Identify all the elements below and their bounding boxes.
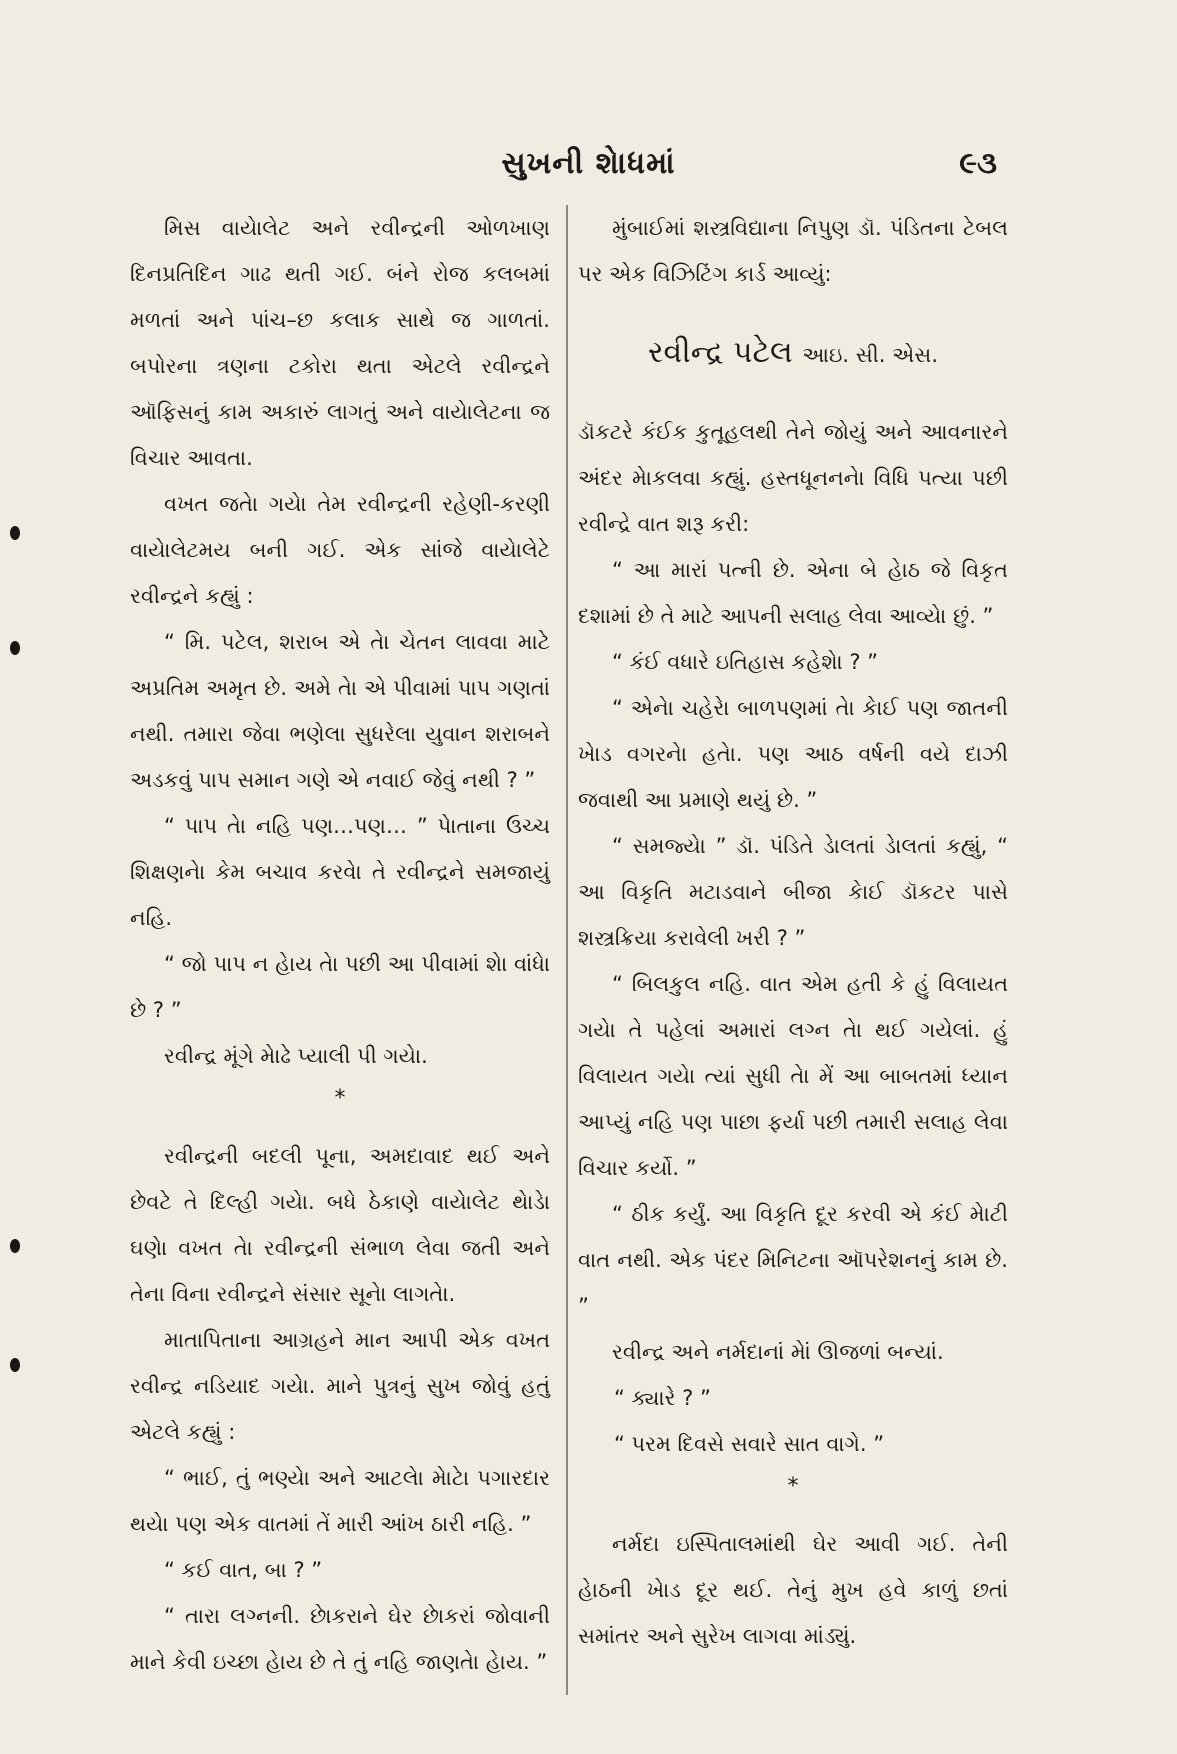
paragraph: નર્મદા ઇસ્પિતાલમાંથી ઘેર આવી ગઈ. તેની હેાઠની ખેાડ દૂર થઈ. તેનું મુખ હવે કાળું છતાં સમાંતર અને સુરેખ લાગવા માંડ્યું. bbox=[578, 1532, 1008, 1648]
left-column bbox=[130, 205, 550, 1685]
card-name: રવીન્દ્ર પટેલ bbox=[647, 335, 793, 370]
card-title: આઇ. સી. એસ. bbox=[802, 343, 938, 367]
page-number: ૯૩ bbox=[959, 146, 997, 181]
binding-hole bbox=[10, 1358, 20, 1372]
paragraph: મિસ વાયેાલેટ અને રવીન્દ્રની ઓળખાણ દિનપ્રતિદિન ગાઢ થતી ગઈ. બંને રોજ કલબમાં મળતાં અને પાંચ–છ કલાક સાથે જ ગાળતાં. બપોરના ત્રણના ટકોરા થતા એટલે રવીન્દ્રને ઑફિસનું કામ અકારું લાગતું અને વાયેાલેટના જ વિચાર આવતા. bbox=[130, 216, 550, 470]
paragraph: મુંબાઈમાં શસ્ત્રવિદ્યાના નિપુણ ડૉ. પંડિતના ટેબલ પર એક વિઝિટિંગ કાર્ડ આવ્યું: bbox=[578, 216, 1008, 286]
paragraph: “ ભાઈ, તું ભણ્યેા અને આટલેા મેાટેા પગારદાર થયેા પણ એક વાતમાં તેં મારી આંખ ઠારી નહિ. ” bbox=[130, 1466, 550, 1536]
binding-hole bbox=[10, 1239, 20, 1253]
paragraph: રવીન્દ્ર મૂંગે મેાઢે પ્યાલી પી ગયેા. bbox=[164, 1044, 428, 1068]
running-header-title: સુખની શેાધમાં bbox=[501, 146, 676, 181]
paragraph: “ પરમ દિવસે સવારે સાત વાગે. ” bbox=[614, 1432, 885, 1456]
paragraph: “ તારા લગ્નની. છેાકરાને ઘેર છેાકરાં જોવાની માને કેવી ઇચ્છા હેાય છે તે તું નહિ જાણતેા હેાય. ” bbox=[130, 1604, 550, 1674]
paragraph: “ સમજ્યેા ” ડૉ. પંડિતે ડેાલતાં ડેાલતાં કહ્યું, “ આ વિકૃતિ મટાડવાને બીજા કેાઈ ડૉકટર પાસે શસ્ત્રક્રિયા કરાવેલી ખરી ? ” bbox=[578, 834, 1008, 950]
section-separator: * bbox=[334, 1086, 346, 1111]
paragraph: વખત જતેા ગયેા તેમ રવીન્દ્રની રહેણી-કરણી વાયેાલેટમય બની ગઈ. એક સાંજે વાયેાલેટે રવીન્દ્રને કહ્યું : bbox=[130, 492, 550, 608]
paragraph: “ આ મારાં પત્ની છે. એના બે હેાઠ જે વિકૃત દશામાં છે તે માટે આપની સલાહ લેવા આવ્યેા છું. ” bbox=[578, 558, 1008, 628]
binding-hole bbox=[10, 641, 20, 655]
right-column bbox=[578, 205, 1008, 1659]
section-separator: * bbox=[787, 1474, 799, 1499]
paragraph: ડૉકટરે કંઈક કુતૂહલથી તેને જોયું અને આવનારને અંદર મેાકલવા કહ્યું. હસ્તધૂનનનેા વિધિ પત્યા પછી રવીન્દ્રે વાત શરૂ કરી: bbox=[578, 420, 1008, 536]
paragraph: “ કઈ વાત, બા ? ” bbox=[164, 1558, 323, 1582]
paragraph: “ ઠીક કર્યું. આ વિકૃતિ દૂર કરવી એ કંઈ મેાટી વાત નથી. એક પંદર મિનિટના ઑપરેશનનું કામ છે. ” bbox=[578, 1202, 1008, 1318]
paragraph: રવીન્દ્રની બદલી પૂના, અમદાવાદ થઈ અને છેવટે તે દિલ્હી ગયેા. બધે ઠેકાણે વાયેાલેટ થેાડેા ઘણેા વખત તેા રવીન્દ્રની સંભાળ લેવા જતી અને તેના વિના રવીન્દ્રને સંસાર સૂનેા લાગતેા. bbox=[130, 1144, 550, 1306]
paragraph: “ એનેા ચહેરેા બાળપણમાં તેા કેાઈ પણ જાતની ખેાડ વગરનેા હતેા. પણ આઠ વર્ષની વયે દાઝી જવાથી આ પ્રમાણે થયું છે. ” bbox=[578, 696, 1008, 812]
paragraph: રવીન્દ્ર અને નર્મદાનાં મેાં ઊજળાં બન્યાં. bbox=[612, 1340, 944, 1364]
paragraph: “ બિલકુલ નહિ. વાત એમ હતી કે હું વિલાયત ગયેા તે પહેલાં અમારાં લગ્ન તેા થઈ ગયેલાં. હું વિલાયત ગયેા ત્યાં સુધી તેા મેં આ બાબતમાં ધ્યાન આપ્યું નહિ પણ પાછા ફર્યા પછી તમારી સલાહ લેવા વિચાર કર્યો. ” bbox=[578, 972, 1008, 1180]
binding-hole bbox=[10, 526, 20, 540]
paragraph: “ જો પાપ ન હેાય તેા પછી આ પીવામાં શેા વાંધેા છે ? ” bbox=[130, 952, 550, 1022]
column-divider bbox=[566, 205, 568, 1695]
paragraph: “ કંઈ વધારે ઇતિહાસ કહેશેા ? ” bbox=[612, 650, 879, 674]
paragraph: “ મિ. પટેલ, શરાબ એ તેા ચેતન લાવવા માટે અપ્રતિમ અમૃત છે. અમે તેા એ પીવામાં પાપ ગણતાં નથી. તમારા જેવા ભણેલા સુધરેલા યુવાન શરાબને અડકવું પાપ સમાન ગણે એ નવાઈ જેવું નથી ? ” bbox=[130, 630, 550, 792]
paragraph: “ ક્યારે ? ” bbox=[614, 1386, 711, 1410]
visiting-card bbox=[578, 333, 1008, 375]
paragraph: “ પાપ તેા નહિ પણ…પણ… ” પેાતાના ઉચ્ચ શિક્ષણનેા કેમ બચાવ કરવેા તે રવીન્દ્રને સમજાયું નહિ. bbox=[130, 814, 550, 930]
paragraph: માતાપિતાના આગ્રહને માન આપી એક વખત રવીન્દ્ર નડિયાદ ગયેા. માને પુત્રનું સુખ જોવું હતું એટલે કહ્યું : bbox=[130, 1328, 550, 1444]
